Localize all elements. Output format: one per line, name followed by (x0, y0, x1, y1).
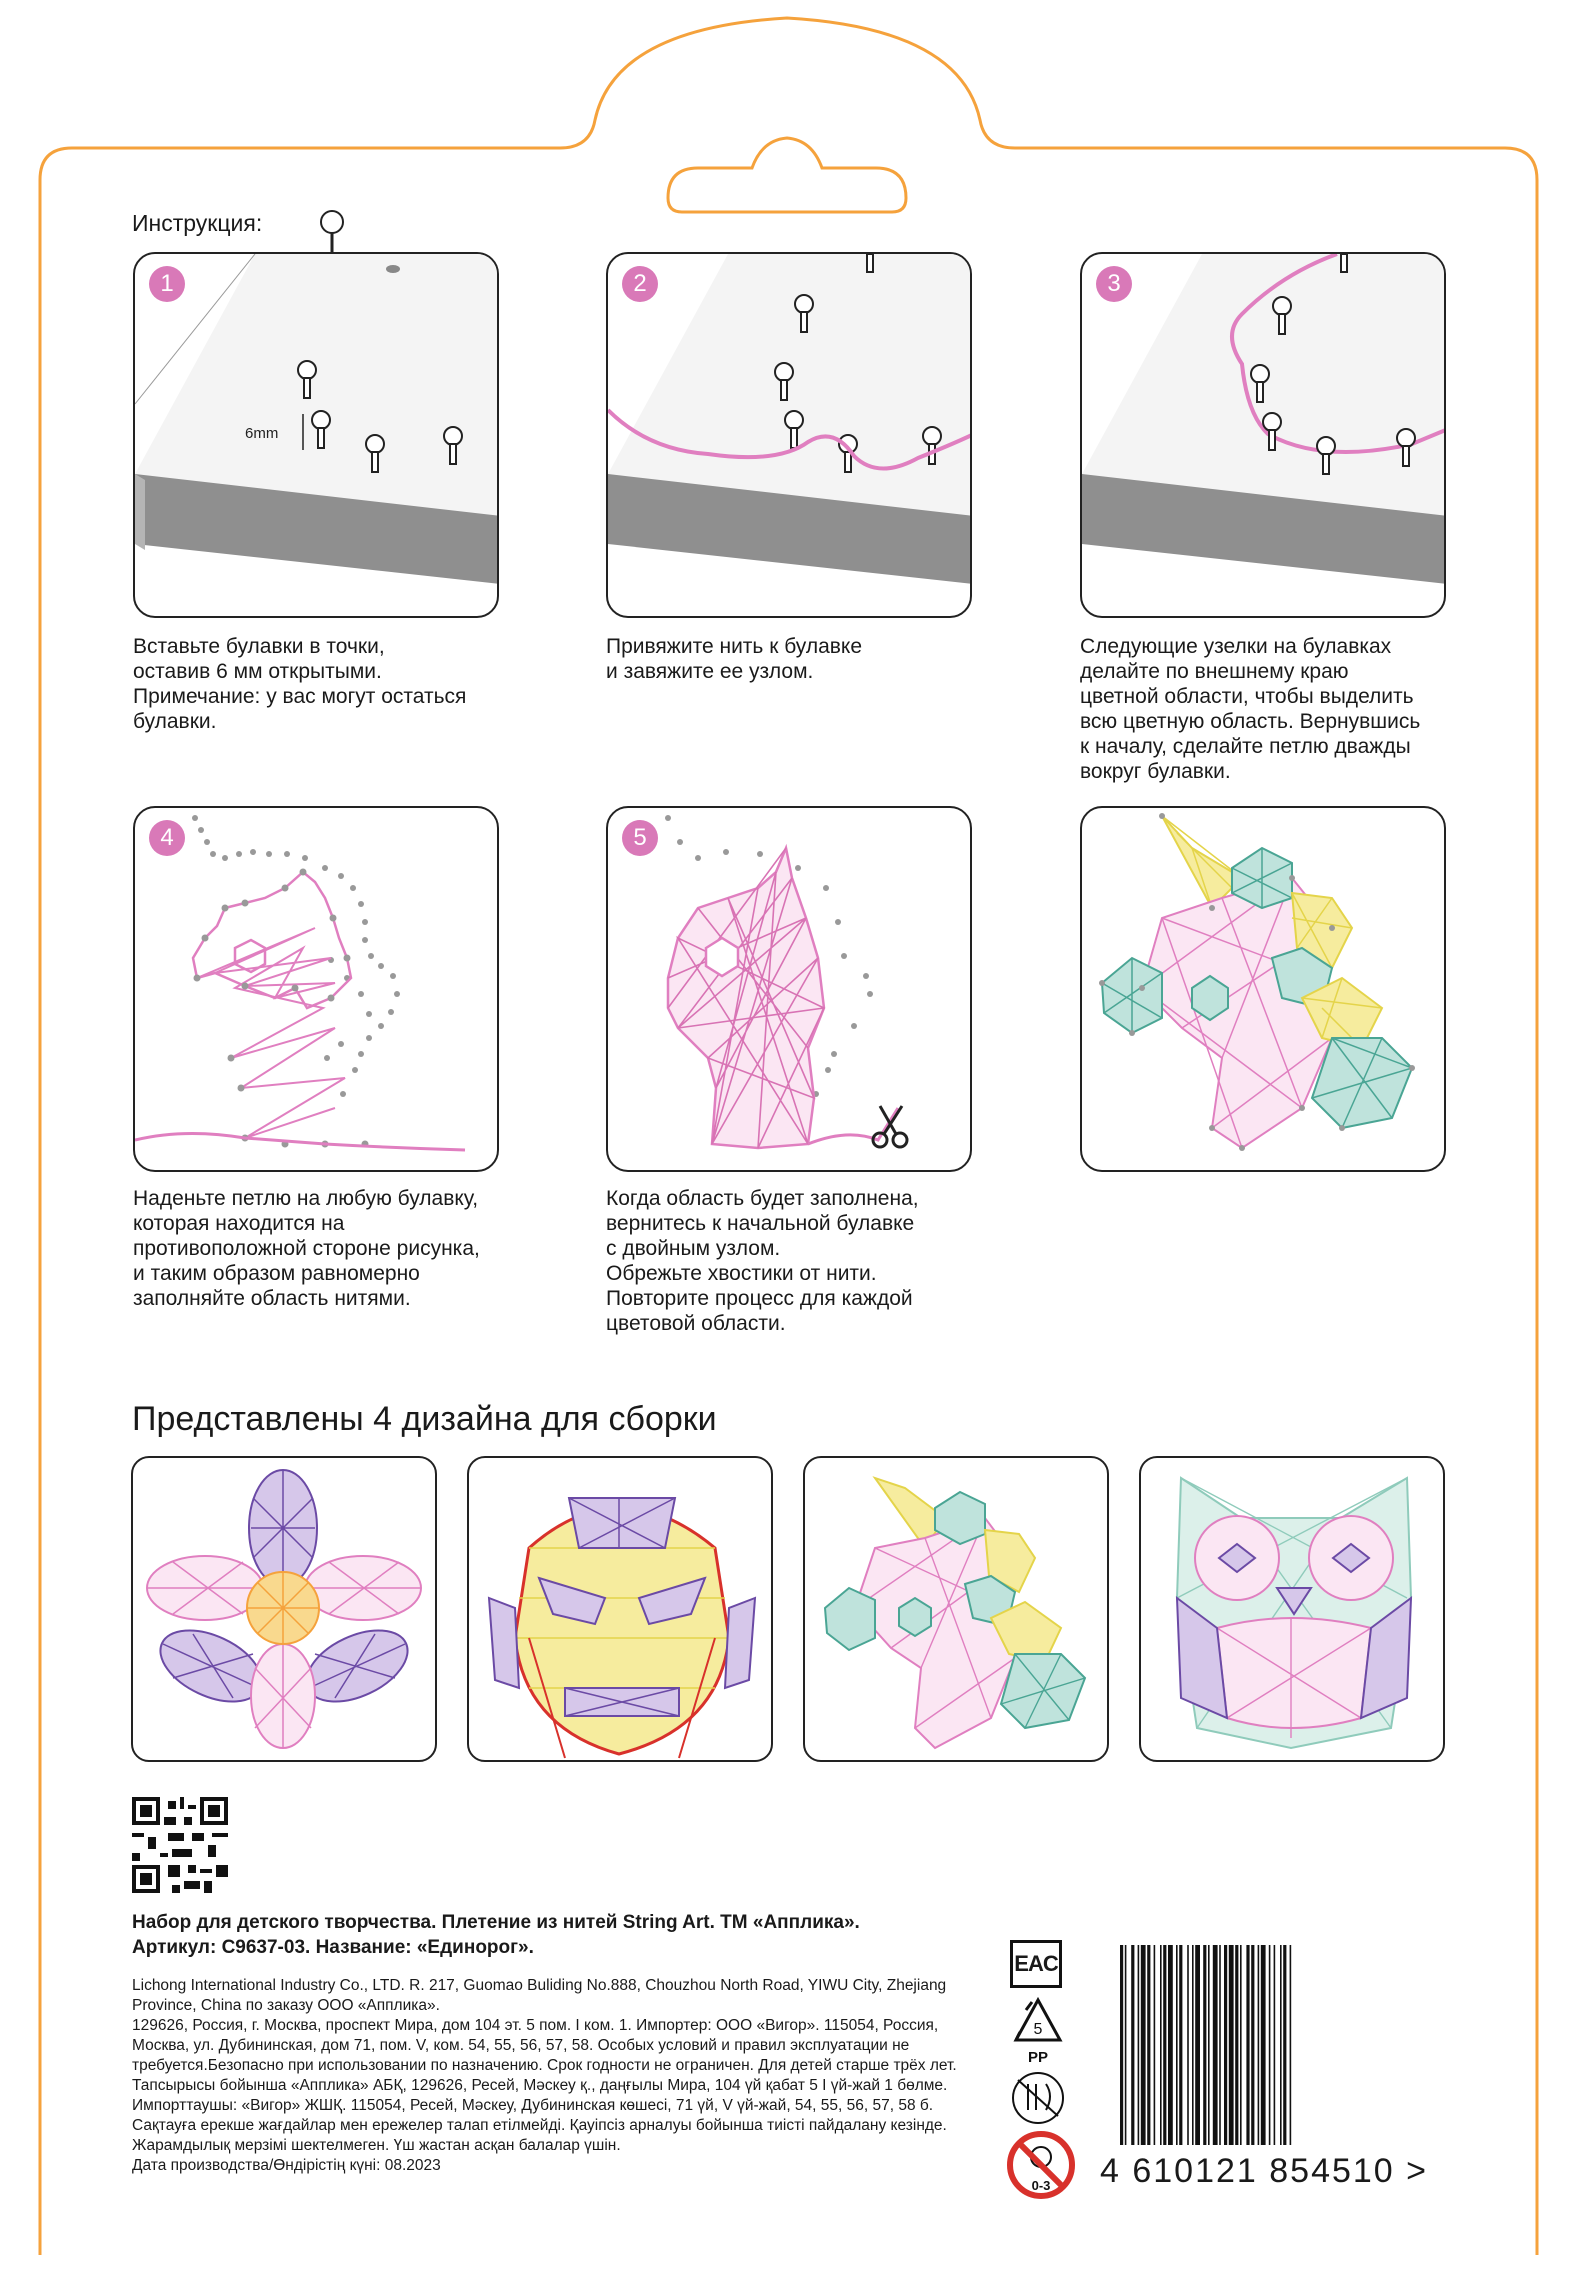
scissors-icon (870, 1102, 914, 1152)
barcode-bar (1229, 1945, 1234, 2145)
barcode-bar (1163, 1945, 1166, 2145)
tie-thread-illustration (608, 254, 972, 618)
barcode-bar (1154, 1945, 1156, 2145)
barcode-bar (1138, 1945, 1140, 2145)
barcode-bar (1261, 1945, 1266, 2145)
legal-line: Импорттаушы: «Вигор» ЖШҚ. 115054, Ресей, Мәскеу, Дубининская көшесі, 71 үй, V үй-жай, 54, 55, 56, 57, 58 б. (132, 2097, 934, 2114)
step-number-badge: 5 (622, 820, 658, 856)
barcode-bar (1176, 1945, 1178, 2145)
step-1-panel (133, 252, 499, 618)
hang-hole (668, 138, 906, 212)
barcode-digits: 4 610121 854510 > (1100, 2152, 1429, 2190)
legal-line: Москва, ул. Дубининская, дом 71, пом. V, ком. 54, 55, 56, 57, 58. Особых условий и правил эксплуатации не (132, 2037, 910, 2054)
barcode-bar (1246, 1945, 1249, 2145)
barcode-bar (1195, 1945, 1200, 2145)
barcode-bar (1179, 1945, 1182, 2145)
design-owl (1139, 1456, 1445, 1762)
legal-line: Lichong International Industry Co., LTD. R. 217, Guomao Buliding No.888, Chouzhou North Road, YIWU City, Zhejiang (132, 1977, 947, 1994)
step-5-caption: Когда область будет заполнена, вернитесь к начальной булавке с двойным узлом. Обрежьте хвостики от нити. Повторите процесс для каждой цветовой области. (606, 1187, 919, 1335)
legal-line: Дата производства/Өндірістің күні: 08.2023 (132, 2157, 441, 2174)
finished-unicorn-panel (1080, 806, 1446, 1172)
no-food-contact-icon (1010, 2070, 1066, 2126)
step-5-panel (606, 806, 972, 1172)
step-3-panel (1080, 252, 1446, 618)
unicorn-filled-illustration (608, 808, 972, 1172)
legal-line: Province, China по заказу ООО «Апплика». (132, 1997, 440, 2014)
design-unicorn (803, 1456, 1109, 1762)
owl-illustration (1141, 1458, 1445, 1762)
barcode-bar (1258, 1945, 1260, 2145)
barcode-bar (1203, 1945, 1206, 2145)
qr-code (132, 1797, 228, 1893)
step-number-badge: 4 (149, 820, 185, 856)
design-flower (131, 1456, 437, 1762)
barcode-bar (1235, 1945, 1238, 2145)
barcode-bar (1120, 1945, 1123, 2145)
barcode-bar (1147, 1945, 1150, 2145)
recycle-number: 5 (1033, 2021, 1043, 2038)
step-1-caption: Вставьте булавки в точки, оставив 6 мм открытыми. Примечание: у вас могут остаться булавки. (133, 635, 467, 733)
flower-illustration (133, 1458, 437, 1762)
legal-line: Жарамдылық мерзімі шектелмеген. Үш жастан асқан балалар үшін. (132, 2137, 621, 2154)
recycle-material: PP (1027, 2049, 1049, 2066)
certification-icons (1008, 1940, 1078, 2193)
outline-knots-illustration (1082, 254, 1446, 618)
barcode-bar (1187, 1945, 1189, 2145)
barcode-bar (1192, 1945, 1194, 2145)
recycle-pp-icon (1008, 1996, 1068, 2066)
age-warning-label: 0-3 (1031, 2178, 1051, 2193)
robot-mask-illustration (469, 1458, 773, 1762)
step-2-caption: Привяжите нить к булавке и завяжите ее узлом. (606, 635, 863, 683)
designs-title: Представлены 4 дизайна для сборки (132, 1400, 717, 1438)
barcode-bar (1280, 1945, 1282, 2145)
eac-mark-icon: EAC (1010, 1940, 1062, 1988)
barcode-bar (1208, 1945, 1210, 2145)
barcode-bar (1141, 1945, 1146, 2145)
product-description: Набор для детского творчества. Плетение из нитей String Art. ТМ «Апплика». (132, 1912, 860, 1933)
barcode-bar (1160, 1945, 1162, 2145)
barcode-bar (1274, 1945, 1276, 2145)
step-number-badge: 2 (622, 266, 658, 302)
legal-text (132, 1976, 972, 2176)
barcode-bar (1240, 1945, 1242, 2145)
barcode-bar (1213, 1945, 1218, 2145)
barcode-bar (1269, 1945, 1271, 2145)
legal-line: требуется.Безопасно при использовании по назначению. Срок годности не ограничен. Для детей старше трёх лет. (132, 2057, 957, 2074)
unicorn-complete-illustration (1082, 808, 1446, 1172)
barcode-bar (1125, 1945, 1127, 2145)
product-article: Артикул: С9637-03. Название: «Единорог». (132, 1937, 534, 1958)
barcode-bar (1283, 1945, 1286, 2145)
pin-height-label: 6mm (245, 425, 279, 442)
barcode-bar (1224, 1945, 1227, 2145)
board-with-pins-illustration (135, 254, 499, 618)
barcode-bar (1168, 1945, 1173, 2145)
barcode-bar (1290, 1945, 1292, 2145)
unicorn-partial-illustration (135, 808, 499, 1172)
legal-line: Тапсырысы бойынша «Апплика» АБҚ, 129626, Ресей, Мәскеу қ., даңғылы Мира, 104 үй қабат 5 I үй-жай 1 бөлме. (132, 2077, 948, 2094)
step-number-badge: 1 (149, 266, 185, 302)
step-4-caption: Наденьте петлю на любую булавку, которая находится на противоположной стороне рисунка, и таким образом равномерно заполняйте область нитями. (133, 1187, 480, 1310)
barcode (1120, 1945, 1452, 2145)
legal-line: 129626, Россия, г. Москва, проспект Мира, дом 104 эт. 5 пом. I ком. 1. Импортер: ООО «Вигор». 115054, Россия, (132, 2017, 939, 2034)
step-number-badge: 3 (1096, 266, 1132, 302)
barcode-bar (1251, 1945, 1254, 2145)
instruction-title: Инструкция: (132, 210, 263, 236)
barcode-bar (1219, 1945, 1221, 2145)
step-2-panel (606, 252, 972, 618)
step-4-panel (133, 806, 499, 1172)
step-3-caption: Следующие узелки на булавках делайте по внешнему краю цветной области, чтобы выделить всю цветную область. Вернувшись к началу, сделайте петлю дважды вокруг булавки. (1080, 635, 1421, 783)
age-warning-icon (1006, 2130, 1076, 2200)
unicorn-illustration (805, 1458, 1109, 1762)
design-robot-mask (467, 1456, 773, 1762)
legal-line: Сақтауға ерекше жағдайлар мен ережелер талап етілмейді. Қауіпсіз арналуы бойынша тиісті пайдалану кезінде. (132, 2117, 947, 2134)
barcode-bar (1131, 1945, 1134, 2145)
